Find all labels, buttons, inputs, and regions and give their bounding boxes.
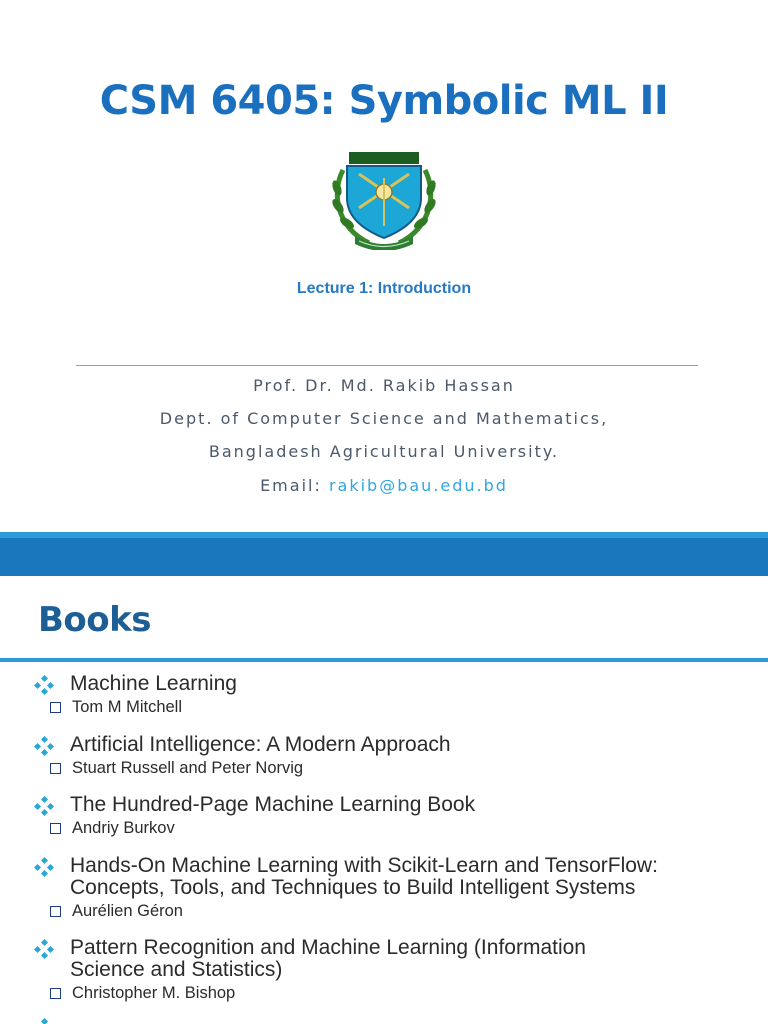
book-title-line: Pattern Recognition and Machine Learning (Information	[70, 936, 586, 959]
book-author: Christopher M. Bishop	[72, 984, 236, 1002]
slide-separator-band	[0, 532, 768, 576]
course-title: CSM 6405: Symbolic ML II	[99, 78, 669, 124]
book-title-line: Hands-On Machine Learning with Scikit-Learn and TensorFlow:	[70, 854, 658, 877]
square-bullet-icon	[50, 763, 61, 774]
department: Dept. of Computer Science and Mathematics,	[159, 409, 609, 428]
books-slide	[0, 576, 768, 1024]
diamond-bullet-icon	[34, 857, 54, 877]
square-bullet-icon	[50, 906, 61, 917]
book-author: Stuart Russell and Peter Norvig	[72, 759, 304, 777]
book-item	[34, 673, 237, 717]
book-author: Andriy Burkov	[72, 819, 175, 837]
book-title: Artificial Intelligence: A Modern Approach	[70, 733, 451, 756]
book-author: Tom M Mitchell	[72, 698, 183, 716]
author-name: Prof. Dr. Md. Rakib Hassan	[253, 376, 515, 395]
square-bullet-icon	[50, 988, 61, 999]
divider-line	[76, 365, 698, 366]
book-author: Aurélien Géron	[72, 902, 183, 920]
books-heading: Books	[38, 600, 151, 640]
heading-underline	[0, 658, 768, 662]
diamond-bullet-icon	[34, 736, 54, 756]
lecture-title: Lecture 1: Introduction	[296, 280, 472, 297]
book-item	[34, 734, 451, 778]
book-item	[34, 855, 658, 921]
diamond-bullet-icon	[34, 1018, 54, 1024]
book-title: The Hundred-Page Machine Learning Book	[70, 793, 476, 816]
email-link[interactable]: rakib@bau.edu.bd	[328, 476, 508, 495]
book-title-line: Concepts, Tools, and Techniques to Build Intelligent Systems	[70, 876, 636, 899]
diamond-bullet-icon	[34, 675, 54, 695]
university-logo	[329, 148, 439, 250]
diamond-bullet-icon	[34, 939, 54, 959]
email-line	[0, 476, 768, 495]
square-bullet-icon	[50, 823, 61, 834]
email-label: Email:	[260, 476, 329, 495]
book-title-line: Science and Statistics)	[70, 958, 283, 981]
book-title	[70, 937, 586, 981]
book-item	[34, 937, 586, 1003]
book-item	[34, 794, 475, 838]
book-title	[70, 855, 658, 899]
book-title: Machine Learning	[70, 672, 237, 695]
book-item-cutoff	[34, 1016, 70, 1024]
square-bullet-icon	[50, 702, 61, 713]
university-name: Bangladesh Agricultural University.	[208, 442, 560, 461]
slide-separator-accent	[0, 532, 768, 538]
diamond-bullet-icon	[34, 796, 54, 816]
